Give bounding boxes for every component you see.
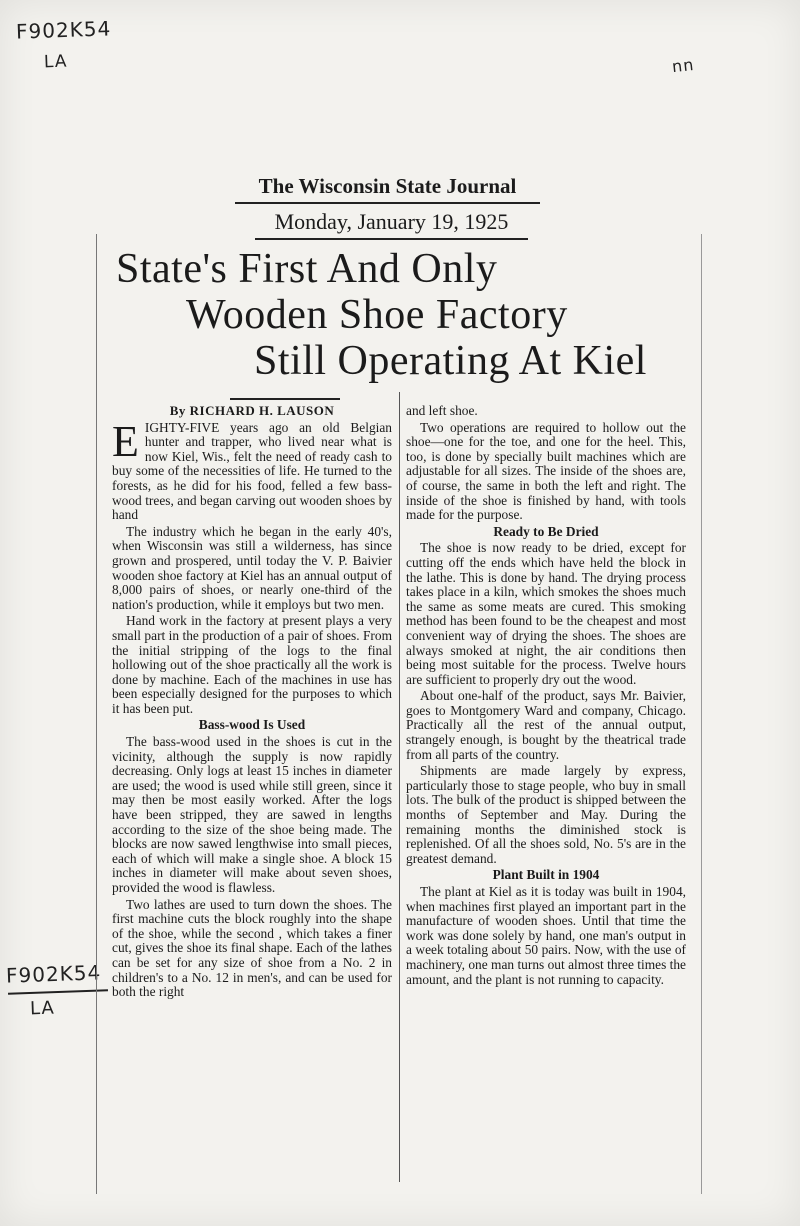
masthead [235,170,540,240]
paragraph: The bass-wood used in the shoes is cut in the vicinity, although the supply is now rapidly decreasing. Only logs at least 15 inches in diameter are used; the wood is used while still green, since it may then be most easily worked. After the logs have been stripped, they are sawed in lengths according to the size of the shoe being made. The blocks are now sawed lengthwise into small pieces, each of which will make a single shoe. A block 15 inches in diameter will make about seven shoes, provided the wood is flawless. [112,734,392,895]
publication-date: Monday, January 19, 1925 [255,209,528,240]
paragraph: Hand work in the factory at present plays a very small part in the production of a pair of shoes. From the initial stripping of the logs to the final hollowing out of the shoe practically all the work is done by machine. Each of the machines in use has been especially designed for the purposes to which it has been put. [112,613,392,716]
paragraph [112,416,392,523]
headline-line-3: Still Operating At Kiel [254,338,647,384]
headline [116,246,696,384]
handwritten-underline [8,989,108,994]
handwritten-corner-mark: nn [671,54,696,77]
handwritten-side-suffix: LA [29,997,56,1020]
headline-line-2: Wooden Shoe Factory [186,292,568,338]
subheading: Plant Built in 1904 [492,867,600,883]
subheading: Bass-wood Is Used [198,717,306,733]
headline-rule [230,398,340,400]
byline: By RICHARD H. LAUSON [169,403,335,418]
column-divider [399,392,400,1182]
paragraph: Two operations are required to hollow out the shoe—one for the toe, and one for the heel. This, too, is done by specially built machines which are adjustable for all sizes. The inside of the shoes are, of course, the same in both the left and right. The inside of the shoe is finished by hand, with tools made for the purpose. [406,419,686,523]
drop-cap: E [112,416,139,466]
paragraph: The plant at Kiel as it is today was built in 1904, when machines first played an important part in the manufacture of wooden shoes. Until that time the work was done solely by hand, one man's output in a week totaling about 50 pairs. Now, with the use of machinery, one man turns out almost three times the amount, and the plant is not running to capacity. [406,884,686,987]
paragraph: The shoe is now ready to be dried, except for cutting off the ends which have held the block in the lathe. This is done by hand. The drying process takes place in a kiln, which smokes the shoes much the same as some meats are cured. This smoking method has been found to be the cheapest and most convenient way of drying the shoes. The shoes are always smoked at night, the air conditions then being most suitable for the process. Twelve hours are sufficient to properly dry out the wood. [406,540,686,687]
paragraph: Shipments are made largely by express, particularly those to stage people, who buy in small lots. The bulk of the product is shipped between the months of September and May. During the remaining months the diminished stock is replenished. Of all the shoes sold, No. 5's are in the greatest demand. [406,763,686,866]
paragraph: and left shoe. [406,403,478,418]
paragraph: About one-half of the product, says Mr. Baivier, goes to Montgomery Ward and company, Chicago. Practically all the rest of the annual output, strangely enough, is bought by the theatrical trade from all parts of the country. [406,688,686,762]
article-column-left [112,404,392,1002]
article-column-right [406,404,686,989]
paragraph: Two lathes are used to turn down the shoes. The first machine cuts the block roughly into the shape of the shoe, while the second , which takes a finer cut, gives the shoe its final shape. Each of the lathes can be set for any size of shoe from a No. 2 in children's to a No. 12 in men's, and can be used for both the right [112,896,392,1000]
newspaper-name: The Wisconsin State Journal [235,170,540,204]
paragraph-text: IGHTY-FIVE years ago an old Belgian hunter and trapper, who lived near what is now Kiel, Wis., felt the need of ready cash to buy some of the necessities of life. He turned to the forests, as he did for his food, felled a few bass-wood trees, and began carving out wooden shoes by hand [112,419,392,523]
paragraph: The industry which he began in the early 40's, when Wisconsin was still a wilderness, has since grown and prospered, until today the V. P. Baivier wooden shoe factory at Kiel has an annual output of 8,000 pairs of shoes, or nearly one-third of the nation's production, while it employs but two men. [112,523,392,612]
handwritten-catalog-suffix: LA [43,51,68,73]
handwritten-side-code: F902K54 [5,960,102,988]
handwritten-catalog-code: F902K54 [15,16,112,44]
headline-line-1: State's First And Only [116,246,498,292]
subheading: Ready to Be Dried [493,523,599,539]
